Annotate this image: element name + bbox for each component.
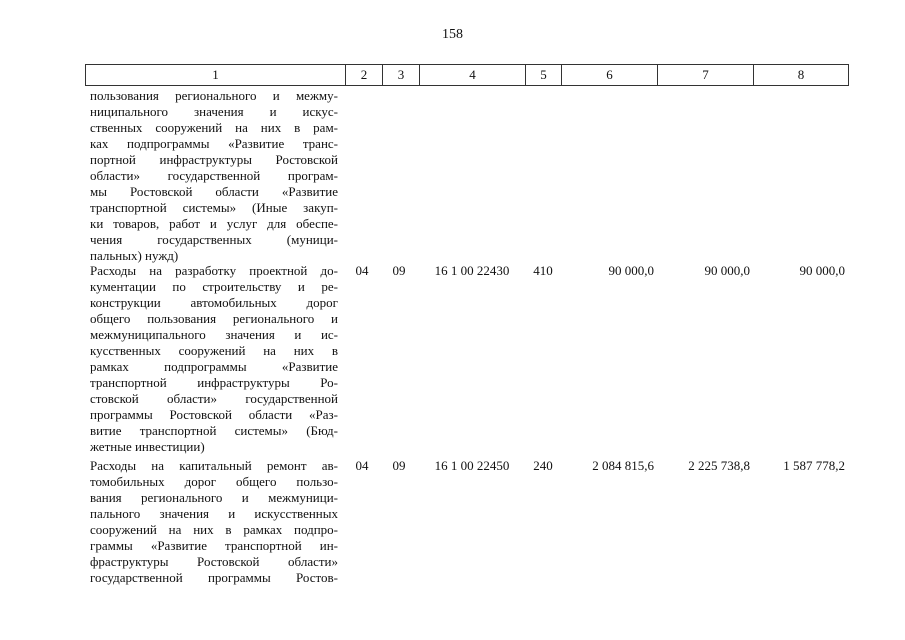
header-col-5: 5 <box>526 65 562 85</box>
table-row-description <box>90 88 338 264</box>
text-line: пального значения и искусственных <box>90 506 338 521</box>
text-line: мы Ростовской области «Развитие <box>90 184 338 199</box>
text-line: граммы «Развитие транспортной ин- <box>90 538 338 553</box>
text-line: программы Ростовской области «Раз- <box>90 407 338 422</box>
text-line: витие транспортной системы» (Бюд- <box>90 423 338 438</box>
text-line: томобильных дорог общего пользо- <box>90 474 338 489</box>
text-line: общего пользования регионального и <box>90 311 338 326</box>
header-col-2: 2 <box>346 65 383 85</box>
text-line: транспортной системы» (Иные закуп- <box>90 200 338 215</box>
text-line: кусственных сооружений на них в <box>90 343 338 358</box>
cell-amount-col8: 1 587 778,2 <box>783 458 845 473</box>
text-line: пользования регионального и межму- <box>90 88 338 103</box>
text-line: жетные инвестиции) <box>90 439 205 454</box>
cell-section: 04 <box>355 263 369 278</box>
cell-expense-type: 240 <box>533 458 553 473</box>
cell-section: 04 <box>355 458 369 473</box>
text-line: рамках подпрограммы «Развитие <box>90 359 338 374</box>
text-line: портной инфраструктуры Ростовской <box>90 152 338 167</box>
cell-amount-col7: 90 000,0 <box>704 263 750 278</box>
header-col-3: 3 <box>383 65 420 85</box>
header-col-8: 8 <box>797 67 805 82</box>
cell-amount-col8: 90 000,0 <box>799 263 845 278</box>
cell-target-code: 16 1 00 22430 <box>434 263 510 278</box>
cell-expense-type: 410 <box>533 263 553 278</box>
text-line: области» государственной програм- <box>90 168 338 183</box>
cell-amount-col7: 2 225 738,8 <box>688 458 750 473</box>
text-line: ственных сооружений на них в рам- <box>90 120 338 135</box>
table-header <box>85 64 849 86</box>
text-line: государственной программы Ростов- <box>90 570 338 585</box>
text-line: конструкции автомобильных дорог <box>90 295 338 310</box>
text-line: Расходы на разработку проектной до- <box>90 263 338 278</box>
text-line: чения государственных (муници- <box>90 232 338 247</box>
text-line: фраструктуры Ростовской области» <box>90 554 338 569</box>
cell-target-code: 16 1 00 22450 <box>434 458 510 473</box>
text-line: межмуниципального значения и ис- <box>90 327 338 342</box>
cell-amount-col6: 90 000,0 <box>608 263 654 278</box>
text-line: вания регионального и межмуници- <box>90 490 338 505</box>
page-number: 158 <box>442 27 463 42</box>
text-line: ки товаров, работ и услуг для обеспе- <box>90 216 338 231</box>
header-col-6: 6 <box>562 65 658 85</box>
table-row-description <box>90 458 338 586</box>
cell-subsection: 09 <box>392 458 406 473</box>
header-col-7: 7 <box>658 65 754 85</box>
text-line: ниципального значения и искус- <box>90 104 338 119</box>
text-line: Расходы на капитальный ремонт ав- <box>90 458 338 473</box>
text-line: транспортной инфраструктуры Ро- <box>90 375 338 390</box>
cell-subsection: 09 <box>392 263 406 278</box>
header-col-1: 1 <box>86 65 346 85</box>
text-line: пальных) нужд) <box>90 248 179 263</box>
text-line: ках подпрограммы «Развитие транс- <box>90 136 338 151</box>
header-col-4: 4 <box>420 65 526 85</box>
text-line: стовской области» государственной <box>90 391 338 406</box>
table-row-description <box>90 263 338 455</box>
text-line: кументации по строительству и ре- <box>90 279 338 294</box>
cell-amount-col6: 2 084 815,6 <box>592 458 654 473</box>
text-line: сооружений на них в рамках подпро- <box>90 522 338 537</box>
